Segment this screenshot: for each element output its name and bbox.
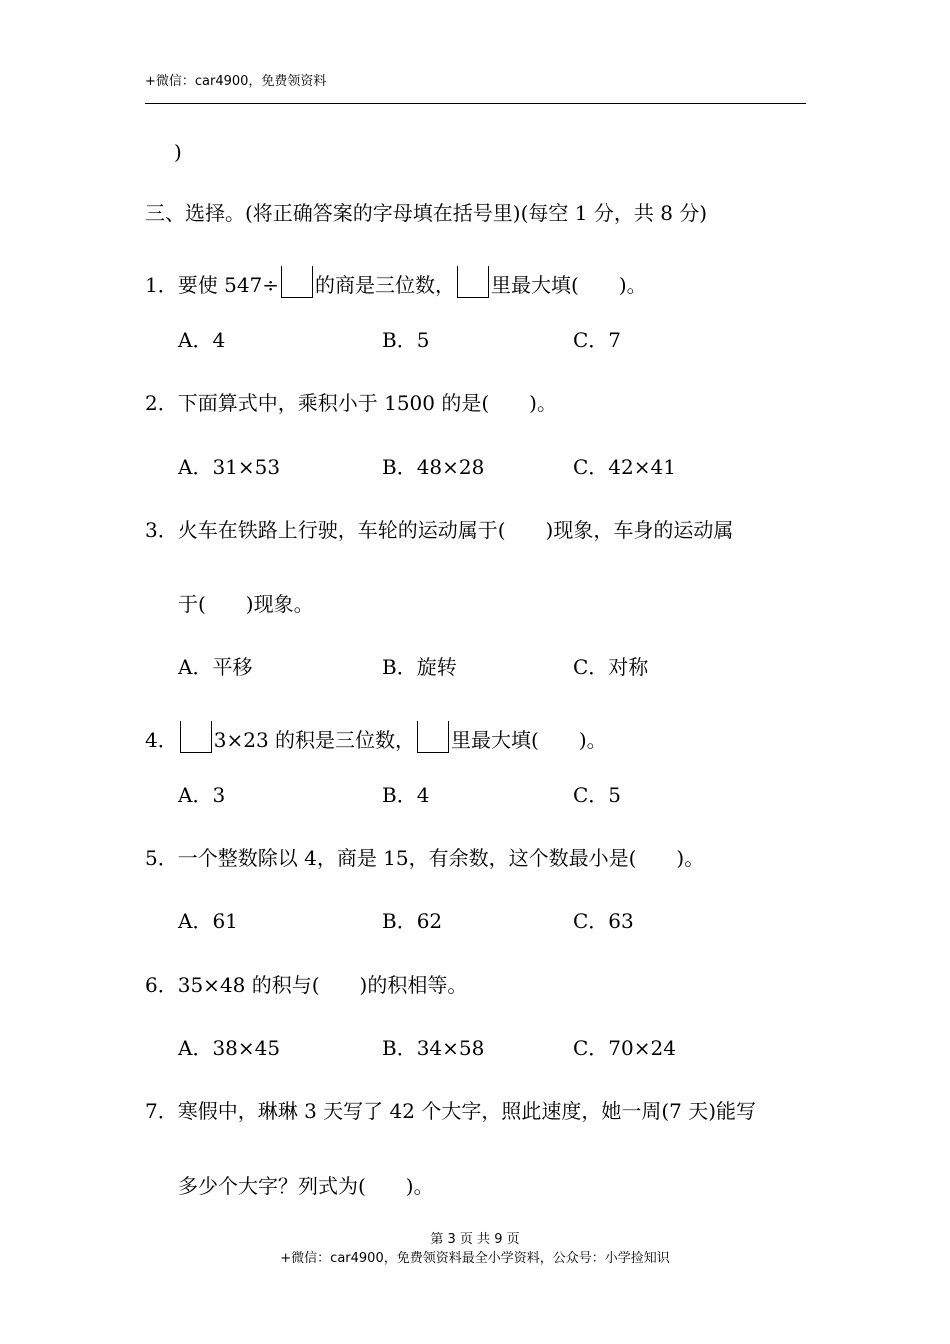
- question-text: 寒假中，琳琳 3 天写了 42 个大字，照此速度，她一周(7 天)能写: [177, 1099, 757, 1123]
- option-c: C．5: [573, 783, 622, 807]
- question-1: [145, 266, 647, 298]
- question-text-part: 里最大填( )。: [451, 728, 607, 752]
- option-a: A．31×53: [178, 455, 281, 479]
- section-title: 三、选择。(将正确答案的字母填在括号里)(每空 1 分，共 8 分): [145, 201, 708, 225]
- question-6: [145, 975, 467, 995]
- option-c: C．63: [573, 909, 634, 933]
- question-text-part: 里最大填( )。: [491, 273, 647, 297]
- option-b: B．5: [382, 328, 430, 352]
- question-2: [145, 393, 557, 413]
- answer-box: [417, 721, 449, 753]
- question-number: 7．: [145, 1099, 178, 1123]
- option-b: B．4: [382, 783, 430, 807]
- question-7-continuation: 多少个大字？列式为( )。: [178, 1174, 434, 1198]
- question-text-part: 要使 547÷: [177, 273, 280, 297]
- question-number: 5．: [145, 846, 178, 870]
- question-number: 1．: [145, 273, 178, 297]
- question-3-continuation: 于( )现象。: [178, 592, 314, 616]
- option-a: A．61: [178, 909, 238, 933]
- header-rule: [145, 103, 806, 104]
- option-c: C．7: [573, 328, 622, 352]
- option-b: B．62: [382, 909, 443, 933]
- question-7: [145, 1101, 756, 1121]
- question-number: 3．: [145, 518, 178, 542]
- question-5: [145, 848, 704, 868]
- answer-box: [457, 266, 489, 298]
- question-text: 下面算式中，乘积小于 1500 的是( )。: [177, 391, 557, 415]
- question-text-part: 3×23 的积是三位数，: [213, 728, 416, 752]
- option-a: A．3: [178, 783, 226, 807]
- question-text: 35×48 的积与( )的积相等。: [177, 973, 468, 997]
- option-c: C．对称: [573, 655, 649, 679]
- page-number: 第 3 页 共 9 页: [430, 1232, 520, 1247]
- option-b: B．48×28: [382, 455, 485, 479]
- question-number: 2．: [145, 391, 178, 415]
- question-text: 一个整数除以 4，商是 15，有余数，这个数最小是( )。: [177, 846, 705, 870]
- question-number: 4．: [145, 728, 178, 752]
- footer-note: +微信：car4900，免费领资料最全小学资料，公众号：小学捡知识: [280, 1251, 670, 1266]
- option-b: B．旋转: [382, 655, 457, 679]
- question-number: 6．: [145, 973, 178, 997]
- option-b: B．34×58: [382, 1036, 485, 1060]
- option-a: A．平移: [178, 655, 253, 679]
- question-text: 火车在铁路上行驶，车轮的运动属于( )现象，车身的运动属: [177, 518, 734, 542]
- answer-box: [281, 266, 313, 298]
- header-note: +微信：car4900，免费领资料: [145, 74, 327, 89]
- question-3: [145, 520, 733, 540]
- question-text-part: 的商是三位数，: [315, 273, 456, 297]
- option-a: A．4: [178, 328, 226, 352]
- option-c: C．70×24: [573, 1036, 676, 1060]
- continuation-paren: ): [174, 140, 182, 164]
- option-a: A．38×45: [178, 1036, 281, 1060]
- option-c: C．42×41: [573, 455, 676, 479]
- question-4: [145, 721, 607, 753]
- answer-box: [180, 721, 212, 753]
